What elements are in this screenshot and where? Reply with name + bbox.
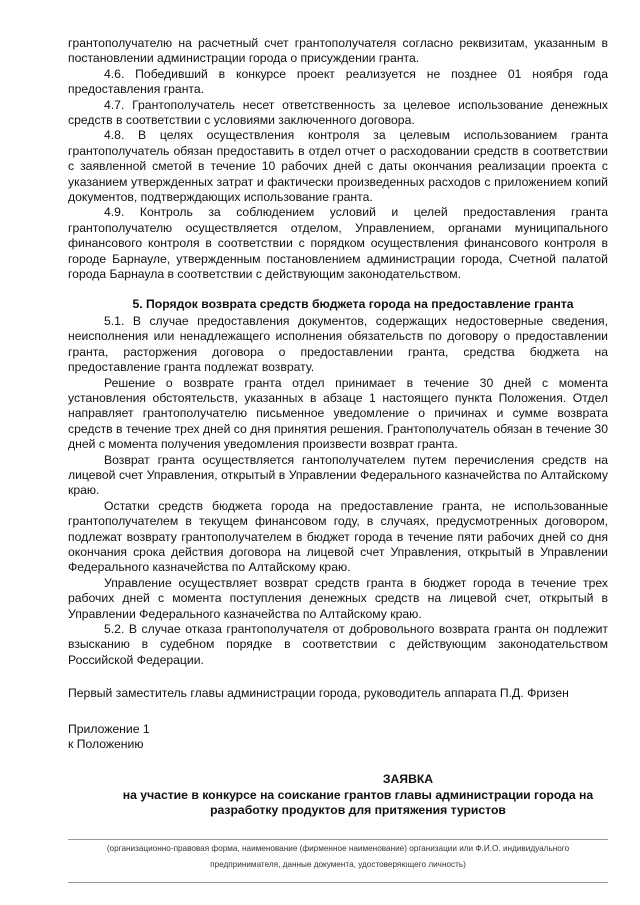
application-subtitle-line-2: разработку продуктов для притяжения туристов	[210, 803, 506, 818]
application-subtitle-line-1: на участие в конкурсе на соискание грантов главы администрации города на	[122, 787, 594, 802]
paragraph-4-8: 4.8. В целях осуществления контроля за целевым использованием гранта грантополучатель обязан предоставить в отдел отчет о расходовании средств в соответствии с заявленной сметой в течение 10 рабочих дней с даты окончания реализации проекта с указанием утвержденных затрат и фактически произведенных расходов с приложением копий документов, подтверждающих использование гранта.	[68, 128, 608, 205]
appendix-label	[68, 722, 608, 753]
paragraph-5-1-return-method: Возврат гранта осуществляется гантополучателем путем перечисления средств на лицевой счет Управления, открытый в Управлении Федерального казначейства по Алтайскому краю.	[68, 452, 608, 498]
field-caption-line-2: предпринимателя, данные документа, удостоверяющего личность)	[210, 859, 466, 869]
paragraph-4-5-tail: грантополучателю на расчетный счет грантополучателя согласно реквизитам, указанным в постановлении администрации города о присуждении гранта.	[68, 36, 608, 66]
paragraph-4-9: 4.9. Контроль за соблюдением условий и целей предоставления гранта грантополучателю осуществляется отделом, Управлением, органами муниципального финансового контроля в соответствии с порядком осуществления финансового контроля в городе Барнауле, утвержденным постановлением администрации города, Счетной палатой города Барнаула в соответствии с действующим законодательством.	[68, 205, 608, 282]
paragraph-4-7: 4.7. Грантополучатель несет ответственность за целевое использование денежных средств в соответствии с условиями заключенного договора.	[68, 97, 608, 128]
paragraph-5-1-remainders: Остатки средств бюджета города на предоставление гранта, не использованные грантополучателем в текущем финансовом году, в случаях, предусмотренных договором, подлежат возврату грантополучателем в бюджет города в течение пяти рабочих дней со дня окончания срока действия договора на лицевой счет Управления, открытый в Управлении Федерального казначейства по Алтайскому краю.	[68, 498, 608, 575]
paragraph-5-1-decision: Решение о возврате гранта отдел принимает в течение 30 дней с момента установления обстоятельств, указанных в абзаце 1 настоящего пункта Положения. Отдел направляет грантополучателю письменное уведомление о причинах и сумме возврата средств в течение трех дней со дня принятия решения. Грантополучатель обязан в течение 30 дней с момента получения уведомления произвести возврат гранта.	[68, 375, 608, 452]
appendix-line-1: Приложение 1	[68, 721, 150, 736]
field-caption-line-1: (организационно-правовая форма, наименование (фирменное наименование) организации или Ф.И.О. индивидуального	[106, 843, 570, 853]
signature-line: Первый заместитель главы администрации города, руководитель аппарата П.Д. Фризен	[68, 686, 569, 701]
section-5-heading: 5. Порядок возврата средств бюджета города на предоставление гранта	[132, 296, 574, 311]
fill-in-line	[68, 839, 608, 840]
paragraph-5-2: 5.2. В случае отказа грантополучателя от добровольного возврата гранта он подлежит взысканию в судебном порядке в соответствии с действующим законодательством Российской Федерации.	[68, 622, 608, 667]
paragraph-4-6: 4.6. Победивший в конкурсе проект реализуется не позднее 01 ноября года предоставления гранта.	[68, 66, 608, 97]
application-title: ЗАЯВКА	[382, 772, 434, 787]
appendix-line-2: к Положению	[68, 737, 144, 752]
fill-in-line-2	[68, 882, 608, 883]
paragraph-5-1-management-return: Управление осуществляет возврат средств гранта в бюджет города в течение трех рабочих дней с момента поступления денежных средств на лицевой счет, открытый в Управлении Федерального казначейства по Алтайскому краю.	[68, 575, 608, 621]
document-page	[68, 36, 608, 883]
paragraph-5-1: 5.1. В случае предоставления документов, содержащих недостоверные сведения, неисполнения или ненадлежащего исполнения обязательств по договору о предоставлении гранта, расторжения договора о предоставлении гранта, средства бюджета на предоставление гранта подлежат возврату.	[68, 313, 608, 375]
